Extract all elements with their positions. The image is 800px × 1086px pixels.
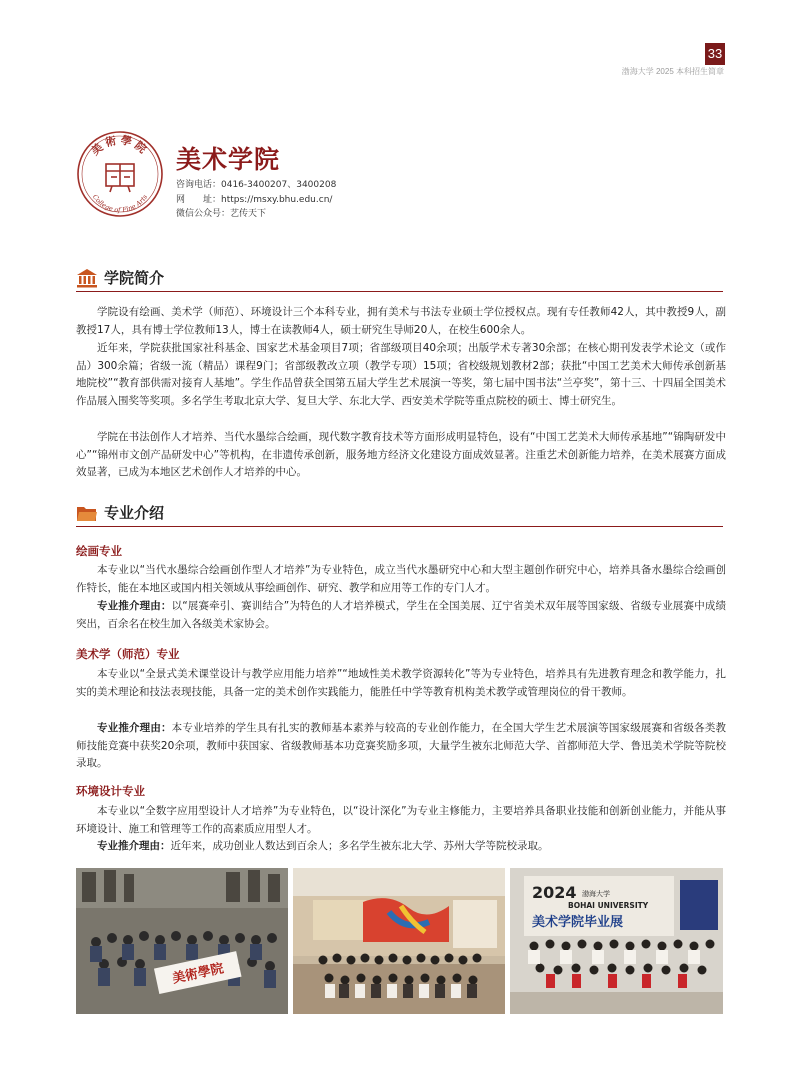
contact-wechat: 微信公众号：艺传天下 <box>176 209 267 219</box>
photo-group-outdoor <box>76 868 288 1014</box>
intro-paragraph-1: 学院设有绘画、美术学（师范）、环境设计三个本科专业，拥有美术与书法专业硕士学位授权点。现有专任教师42人，其中教授9人，副教授17人，具有博士学位教师13人，博士在读教师4人，硕士研究生导师20人，在校生600余人。 <box>76 306 726 336</box>
contact-website: 网 址：https://msxy.bhu.edu.cn/ <box>176 194 333 205</box>
section-header-intro <box>76 266 723 292</box>
intro-paragraph-2: 近年来，学院获批国家社科基金、国家艺术基金项目7项；省部级项目40余项；出版学术专著30余部；在核心期刊发表学术论文（或作品）300余篇；省级一流（精品）课程9门；省部级教改立项（教学专项）15项；省校级规划教材2部；获批“中国工艺美术大师传承创新基地院校”“教育部供需对接育人基地”。学生作品曾获全国第五届大学生艺术展演一等奖，第七届中国书法“兰亭奖”，第十三、十四届全国美术作品展入围奖等奖项。多名学生考取北京大学、复旦大学、东北大学、西安美术学院等重点院校的硕士、博士研究生。 <box>76 342 726 407</box>
major-title-painting: 绘画专业 <box>76 544 122 558</box>
folder-icon <box>76 503 98 523</box>
major-desc-fine-arts-education: 本专业以“全景式美术课堂设计与教学应用能力培养”“地域性美术教学资源转化”等为专业特色，培养具有先进教育理念和教学能力，扎实的美术理论和技法表现技能，具备一定的美术创作实践能力，能胜任中学等教育机构美术教学或管理岗位的骨干教师。 <box>76 668 726 698</box>
section-title-intro: 学院简介 <box>104 269 165 287</box>
reason-text: 近年来，成功创业人数达到百余人；多名学生被东北大学、苏州大学等院校录取。 <box>170 840 549 852</box>
photo-group-gallery <box>293 868 505 1014</box>
contact-phone: 咨询电话：0416-3400207、3400208 <box>176 180 337 190</box>
major-title-environmental-design: 环境设计专业 <box>76 784 145 798</box>
photo-group-exhibition <box>510 868 723 1014</box>
major-reason-fine-arts-education <box>76 720 726 773</box>
major-desc-environmental-design: 本专业以“全数字应用型设计人才培养”为专业特色，以“设计深化”为专业主修能力，主要培养具备职业技能和创新创业能力，并能从事环境设计、施工和管理等工作的高素质应用型人才。 <box>76 805 726 835</box>
seal-bottom-text: College of Fine Arts <box>90 192 150 215</box>
college-seal-logo <box>76 130 164 218</box>
major-reason-painting <box>76 598 726 633</box>
section-header-majors <box>76 501 723 527</box>
photo-sign-title: 美术学院毕业展 <box>532 915 624 930</box>
major-reason-environmental-design <box>76 838 726 856</box>
reason-text: 本专业培养的学生具有扎实的教师基本素养与较高的专业创作能力，在全国大学生艺术展演等国家级展赛和省级各类教师技能竞赛中获奖20余项，教师中获国家、省级教师基本功竞赛奖励多项，大量学生被东北师范大学、首都师范大学、鲁迅美术学院等院校录取。 <box>76 722 727 769</box>
seal-top-text: 美術學院 <box>88 133 152 158</box>
reason-label: 专业推介理由： <box>97 840 171 852</box>
contact-info <box>176 178 336 222</box>
building-icon <box>76 268 98 288</box>
photo-sign-year: 2024 <box>532 883 577 902</box>
college-title: 美术学院 <box>176 145 281 174</box>
section-title-majors: 专业介绍 <box>104 504 165 522</box>
photo-sign-en: BOHAI UNIVERSITY <box>568 901 649 910</box>
reason-text: 以“展赛牵引、赛训结合”为特色的人才培养模式，学生在全国美展、辽宁省美术双年展等国家级、省级专业展赛中成绩突出，百余名在校生加入各级美术家协会。 <box>76 600 726 630</box>
page-number: 33 <box>705 43 725 65</box>
intro-paragraph-3: 学院在书法创作人才培养、当代水墨综合绘画，现代数字教育技术等方面形成明显特色，设有“中国工艺美术大师传承基地”“锦陶研发中心”“锦州市文创产品研发中心”等机构，在非遗传承创新，服务地方经济文化建设方面成效显著。注重艺术创新能力培养，在美术展赛方面成效显著，已成为本地区艺术创作人才培养的中心。 <box>76 431 726 478</box>
major-desc-painting: 本专业以“当代水墨综合绘画创作型人才培养”为专业特色，成立当代水墨研究中心和大型主题创作研究中心，培养具备水墨综合绘画创作特长，能在本地区或国内相关领域从事绘画创作、研究、教学和应用等工作的专门人才。 <box>76 564 726 594</box>
photo-banner-text: 美術學院 <box>171 961 226 987</box>
running-head: 渤海大学 2025 本科招生简章 <box>621 67 724 76</box>
major-title-fine-arts-education: 美术学（师范）专业 <box>76 647 180 661</box>
reason-label: 专业推介理由： <box>97 600 172 612</box>
photo-sign-cn: 渤海大学 <box>582 890 610 898</box>
reason-label: 专业推介理由： <box>97 722 172 734</box>
